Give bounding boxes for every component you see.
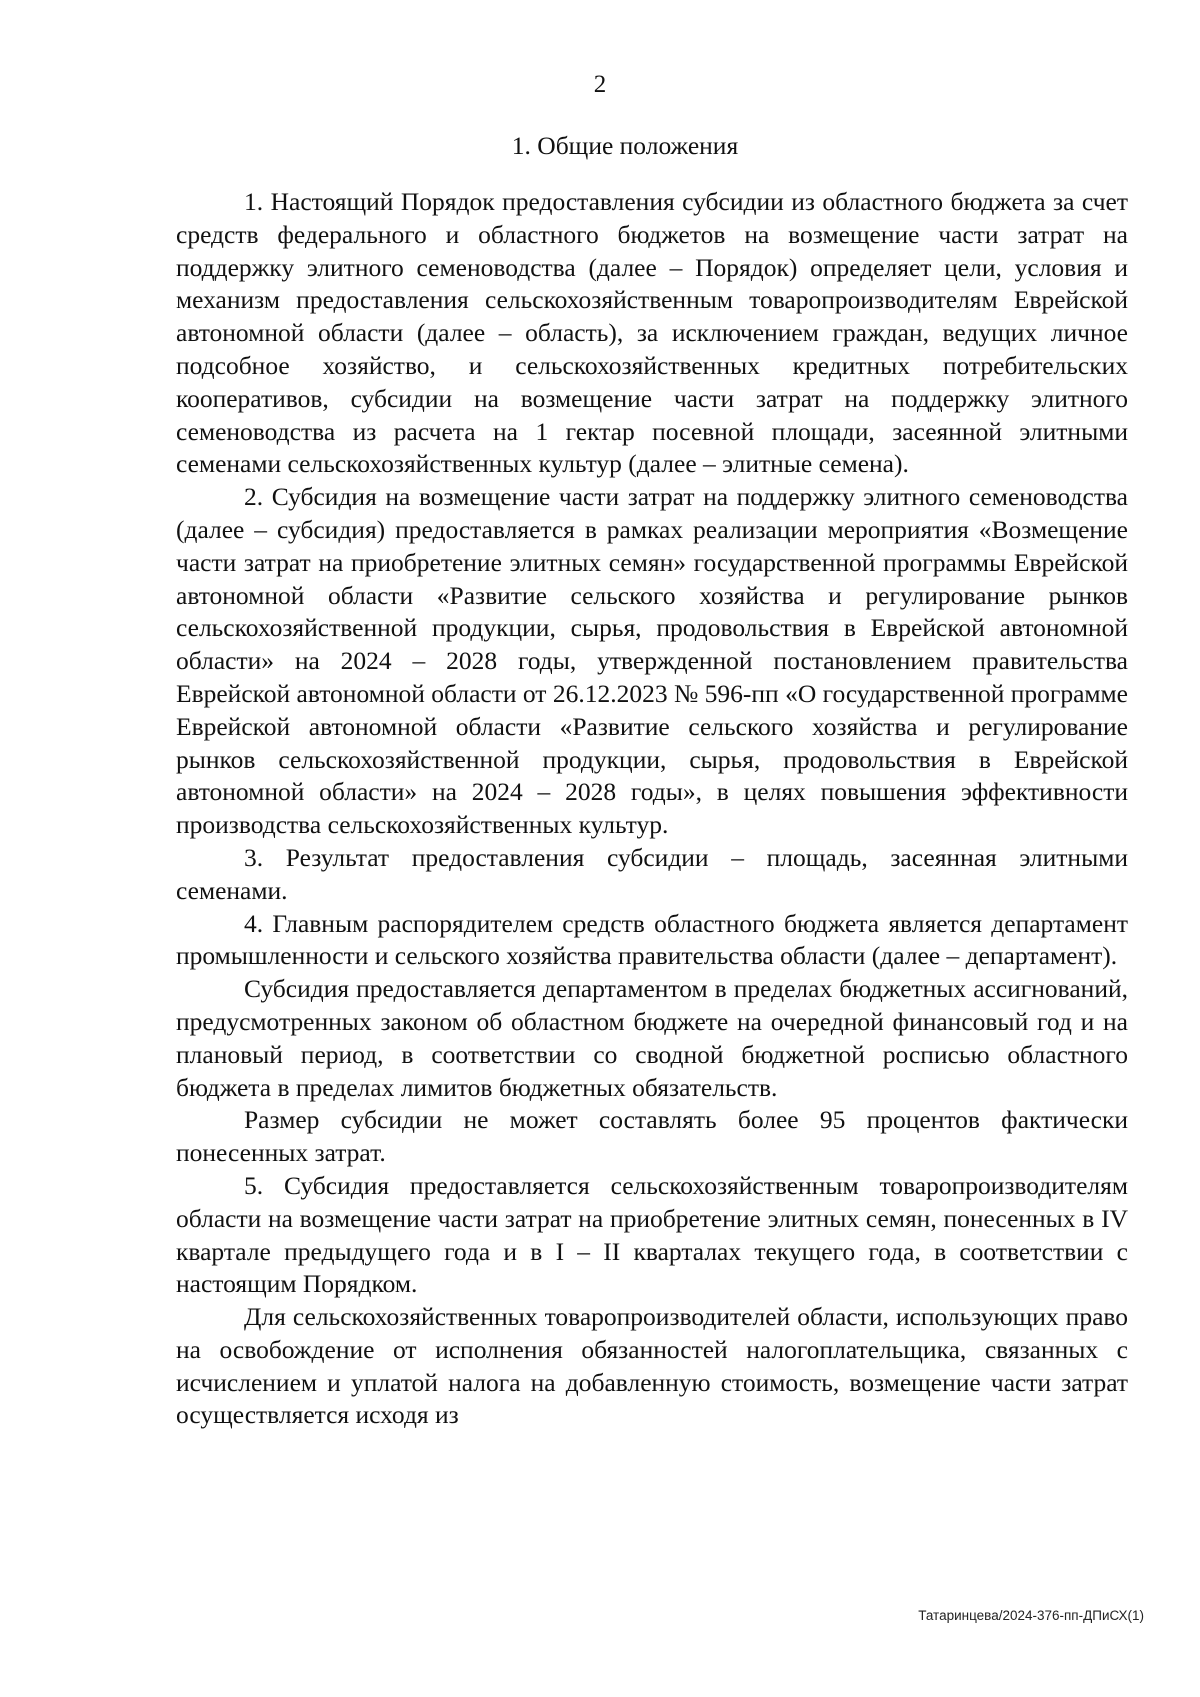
- document-footer-code: Татаринцева/2024-376-пп-ДПиСХ(1): [918, 1608, 1144, 1623]
- document-body: [176, 186, 1128, 1432]
- paragraph-3: 3. Результат предоставления субсидии – площадь, засеянная элитными семенами.: [176, 842, 1128, 905]
- paragraph-1: 1. Настоящий Порядок предоставления субсидии из областного бюджета за счет средств федерального и областного бюджетов на возмещение части затрат на поддержку элитного семеноводства (далее – Порядок) определяет цели, условия и механизм предоставления сельскохозяйственным товаропроизводителям Еврейской автономной области (далее – область), за исключением граждан, ведущих личное подсобное хозяйство, и сельскохозяйственных кредитных потребительских кооперативов, субсидии на возмещение части затрат на поддержку элитного семеноводства из расчета на 1 гектар посевной площади, засеянной элитными семенами сельскохозяйственных культур (далее – элитные семена).: [176, 187, 1128, 479]
- page-number: 2: [593, 71, 607, 98]
- paragraph-4: 4. Главным распорядителем средств областного бюджета является департамент промышленности и сельского хозяйства правительства области (далее – департамент).: [176, 908, 1128, 971]
- section-title: 1. Общие положения: [511, 131, 739, 160]
- paragraph-5: 5. Субсидия предоставляется сельскохозяйственным товаропроизводителям области на возмещение части затрат на приобретение элитных семян, понесенных в IV квартале предыдущего года и в I – II кварталах текущего года, в соответствии с настоящим Порядком.: [176, 1170, 1128, 1299]
- paragraph-2: 2. Субсидия на возмещение части затрат на поддержку элитного семеноводства (далее – субсидия) предоставляется в рамках реализации мероприятия «Возмещение части затрат на приобретение элитных семян» государственной программы Еврейской автономной области «Развитие сельского хозяйства и регулирование рынков сельскохозяйственной продукции, сырья, продовольствия в Еврейской автономной области» на 2024 – 2028 годы, утвержденной постановлением правительства Еврейской автономной области от 26.12.2023 № 596-пп «О государственной программе Еврейской автономной области «Развитие сельского хозяйства и регулирование рынков сельскохозяйственной продукции, сырья, продовольствия в Еврейской автономной области» на 2024 – 2028 годы», в целях повышения эффективности производства сельскохозяйственных культур.: [176, 482, 1128, 840]
- paragraph-5-vat: Для сельскохозяйственных товаропроизводителей области, использующих право на освобождение от исполнения обязанностей налогоплательщика, связанных с исчислением и уплатой налога на добавленную стоимость, возмещение части затрат осуществляется исходя из: [176, 1302, 1128, 1430]
- paragraph-4-limit: Размер субсидии не может составлять более 95 процентов фактически понесенных затрат.: [176, 1105, 1128, 1168]
- paragraph-4-funding: Субсидия предоставляется департаментом в пределах бюджетных ассигнований, предусмотренных законом об областном бюджете на очередной финансовый год и на плановый период, в соответствии со сводной бюджетной росписью областного бюджета в пределах лимитов бюджетных обязательств.: [176, 974, 1128, 1102]
